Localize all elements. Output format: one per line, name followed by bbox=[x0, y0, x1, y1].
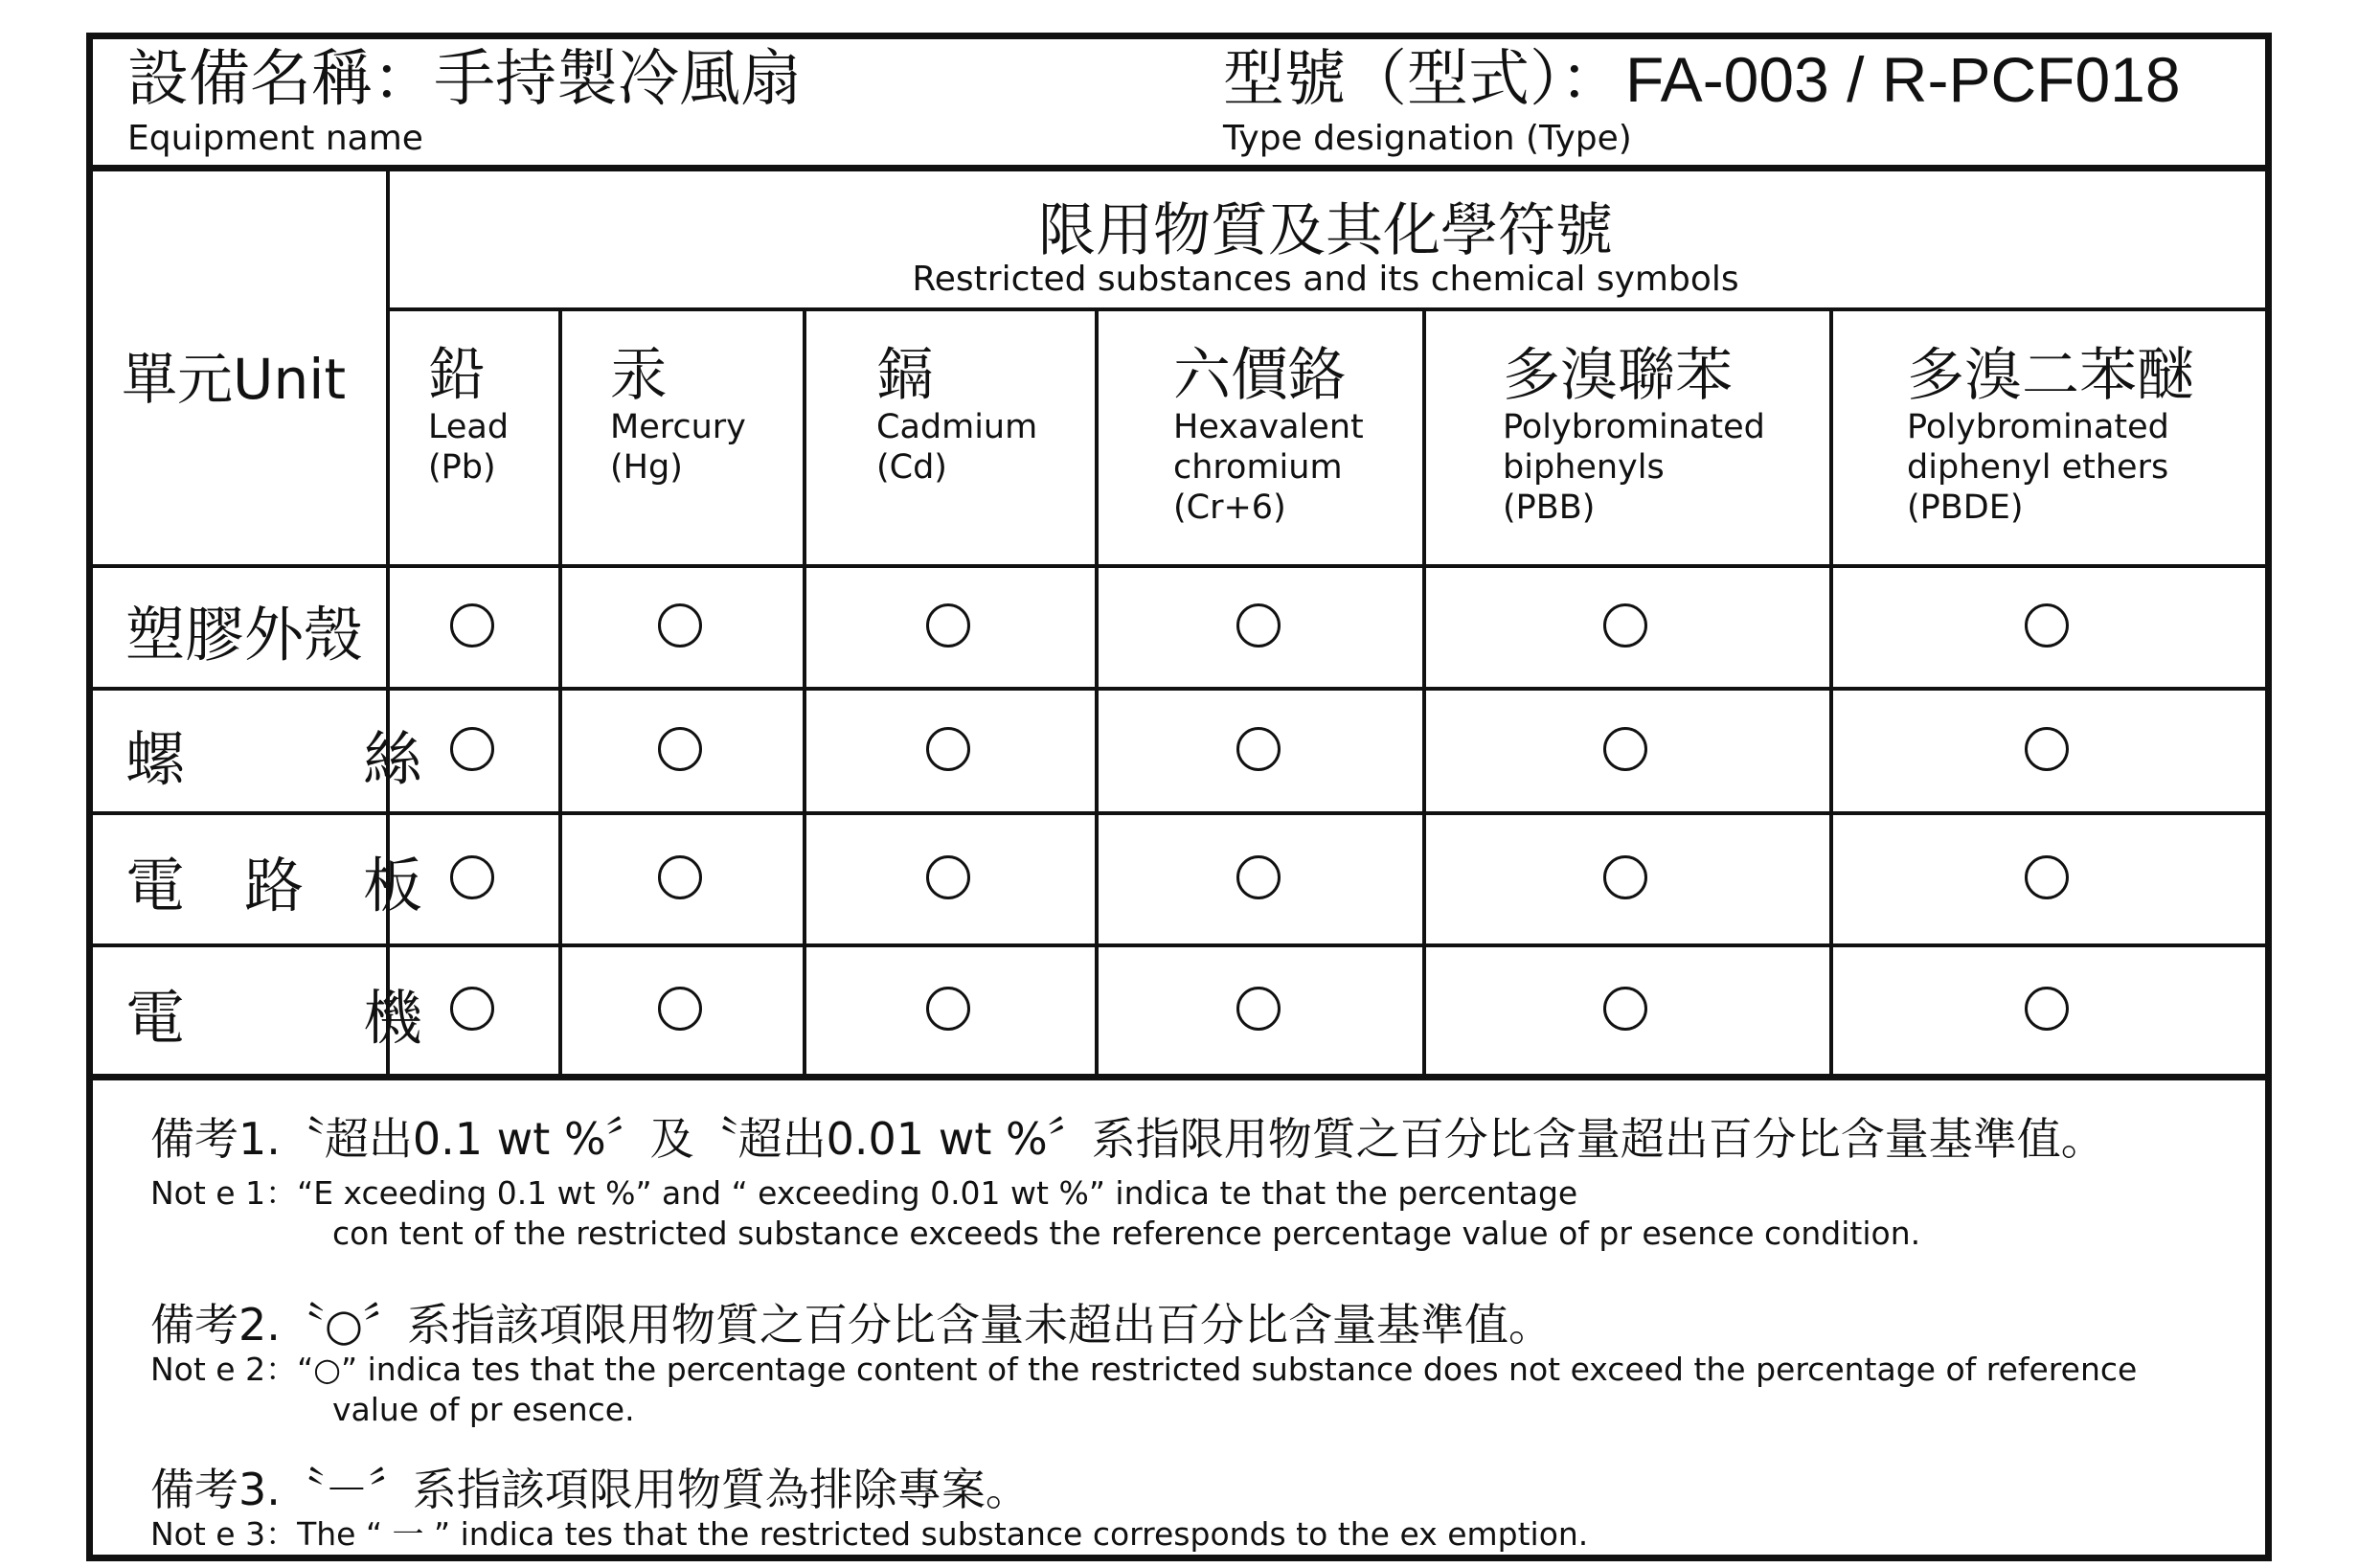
substance-header-cadmium bbox=[876, 344, 1037, 488]
row-label-motor: 電 機 bbox=[125, 983, 423, 1053]
rohs-declaration-sheet bbox=[86, 33, 2272, 1561]
header-section bbox=[93, 39, 2265, 171]
substance-en: Lead (Pb) bbox=[428, 408, 510, 487]
compliance-circle-mark bbox=[2025, 987, 2069, 1031]
compliance-circle-mark bbox=[1603, 727, 1647, 771]
compliance-circle-mark bbox=[658, 987, 702, 1031]
substances-group-header bbox=[386, 171, 2265, 307]
grid-line bbox=[803, 307, 806, 1078]
substance-en: Polybrominated biphenyls (PBB) bbox=[1503, 408, 1765, 527]
substance-header-lead bbox=[428, 344, 509, 488]
grid-line bbox=[386, 307, 2265, 311]
compliance-circle-mark bbox=[1236, 603, 1281, 648]
grid-line bbox=[93, 564, 2265, 568]
substance-zh: 多溴二苯醚 bbox=[1907, 342, 2194, 409]
grid-line bbox=[93, 687, 2265, 691]
compliance-circle-mark bbox=[1603, 855, 1647, 899]
compliance-circle-mark bbox=[2025, 855, 2069, 899]
substance-header-pbde bbox=[1907, 344, 2194, 528]
compliance-circle-mark bbox=[926, 727, 970, 771]
substance-table bbox=[93, 171, 2265, 1078]
grid-line bbox=[1422, 307, 1426, 1078]
substance-en: Polybrominated diphenyl ethers (PBDE) bbox=[1907, 408, 2169, 527]
model-number: FA-003 / R-PCF018 bbox=[1625, 44, 2181, 115]
compliance-circle-mark bbox=[2025, 727, 2069, 771]
substance-header-chromium bbox=[1173, 344, 1364, 528]
grid-line bbox=[93, 943, 2265, 947]
compliance-circle-mark bbox=[1236, 727, 1281, 771]
row-label-plastic-housing: 塑膠外殼 bbox=[125, 600, 364, 670]
substance-zh: 鉛 bbox=[428, 342, 486, 409]
compliance-circle-mark bbox=[926, 987, 970, 1031]
row-label-screws: 螺 絲 bbox=[125, 724, 423, 794]
note3-zh: 備考3.〝－〞系指該項限用物質為排除專案。 bbox=[150, 1464, 1030, 1515]
grid-line bbox=[1829, 307, 1833, 1078]
row-label-circuit-board: 電 路 板 bbox=[125, 851, 423, 920]
substance-en: Hexavalent chromium (Cr+6) bbox=[1173, 408, 1364, 527]
note2-en-line1: Not e 2：“○” indica tes that the percentage content of the restricted substance does not exceed the percentage of reference bbox=[150, 1351, 2138, 1388]
compliance-circle-mark bbox=[2025, 603, 2069, 648]
type-designation-en: Type designation (Type) bbox=[1223, 119, 1632, 158]
note1-en-line2: con tent of the restricted substance exceeds the reference percentage value of pr esence condition. bbox=[332, 1215, 1921, 1252]
grid-line bbox=[1095, 307, 1099, 1078]
compliance-circle-mark bbox=[658, 855, 702, 899]
compliance-circle-mark bbox=[450, 987, 494, 1031]
equipment-name-zh: 設備名稱：手持製冷風扇 bbox=[127, 44, 802, 115]
note1-zh: 備考1.〝超出0.1 wt %〞及〝超出0.01 wt %〞系指限用物質之百分比含量超出百分比含量基準值。 bbox=[150, 1113, 2105, 1165]
type-designation-zh: 型號（型式）： bbox=[1223, 44, 1621, 115]
substance-en: Mercury (Hg) bbox=[610, 408, 746, 487]
compliance-circle-mark bbox=[450, 727, 494, 771]
compliance-circle-mark bbox=[1603, 603, 1647, 648]
substance-header-pbb bbox=[1503, 344, 1765, 528]
substance-en: Cadmium (Cd) bbox=[876, 408, 1038, 487]
group-title-en: Restricted substances and its chemical symbols bbox=[912, 260, 1739, 299]
substance-zh: 多溴聯苯 bbox=[1503, 342, 1733, 409]
grid-line bbox=[558, 307, 562, 1078]
compliance-circle-mark bbox=[450, 855, 494, 899]
equipment-name-en: Equipment name bbox=[127, 119, 423, 158]
compliance-circle-mark bbox=[926, 603, 970, 648]
compliance-circle-mark bbox=[1236, 987, 1281, 1031]
compliance-circle-mark bbox=[658, 603, 702, 648]
unit-column-header: 單元Unit bbox=[122, 347, 347, 412]
substance-zh: 鎘 bbox=[876, 342, 934, 409]
substance-zh: 六價鉻 bbox=[1173, 342, 1346, 409]
note2-en-line2: value of pr esence. bbox=[332, 1391, 635, 1428]
note1-en-line1: Not e 1：“E xceeding 0.1 wt %” and “ exceeding 0.01 wt %” indica te that the percentage bbox=[150, 1174, 1578, 1212]
substance-zh: 汞 bbox=[610, 342, 668, 409]
compliance-circle-mark bbox=[1236, 855, 1281, 899]
notes-section bbox=[93, 1078, 2265, 1561]
substance-header-mercury bbox=[610, 344, 746, 488]
note3-en: Not e 3：The “ 一 ” indica tes that the restricted substance corresponds to the ex emption. bbox=[150, 1515, 1589, 1553]
compliance-circle-mark bbox=[450, 603, 494, 648]
compliance-circle-mark bbox=[658, 727, 702, 771]
compliance-circle-mark bbox=[1603, 987, 1647, 1031]
note2-zh: 備考2.〝○〞系指該項限用物質之百分比含量未超出百分比含量基準值。 bbox=[150, 1299, 1553, 1351]
compliance-circle-mark bbox=[926, 855, 970, 899]
grid-line bbox=[93, 811, 2265, 815]
group-title-zh: 限用物質及其化學符號 bbox=[1038, 197, 1613, 264]
